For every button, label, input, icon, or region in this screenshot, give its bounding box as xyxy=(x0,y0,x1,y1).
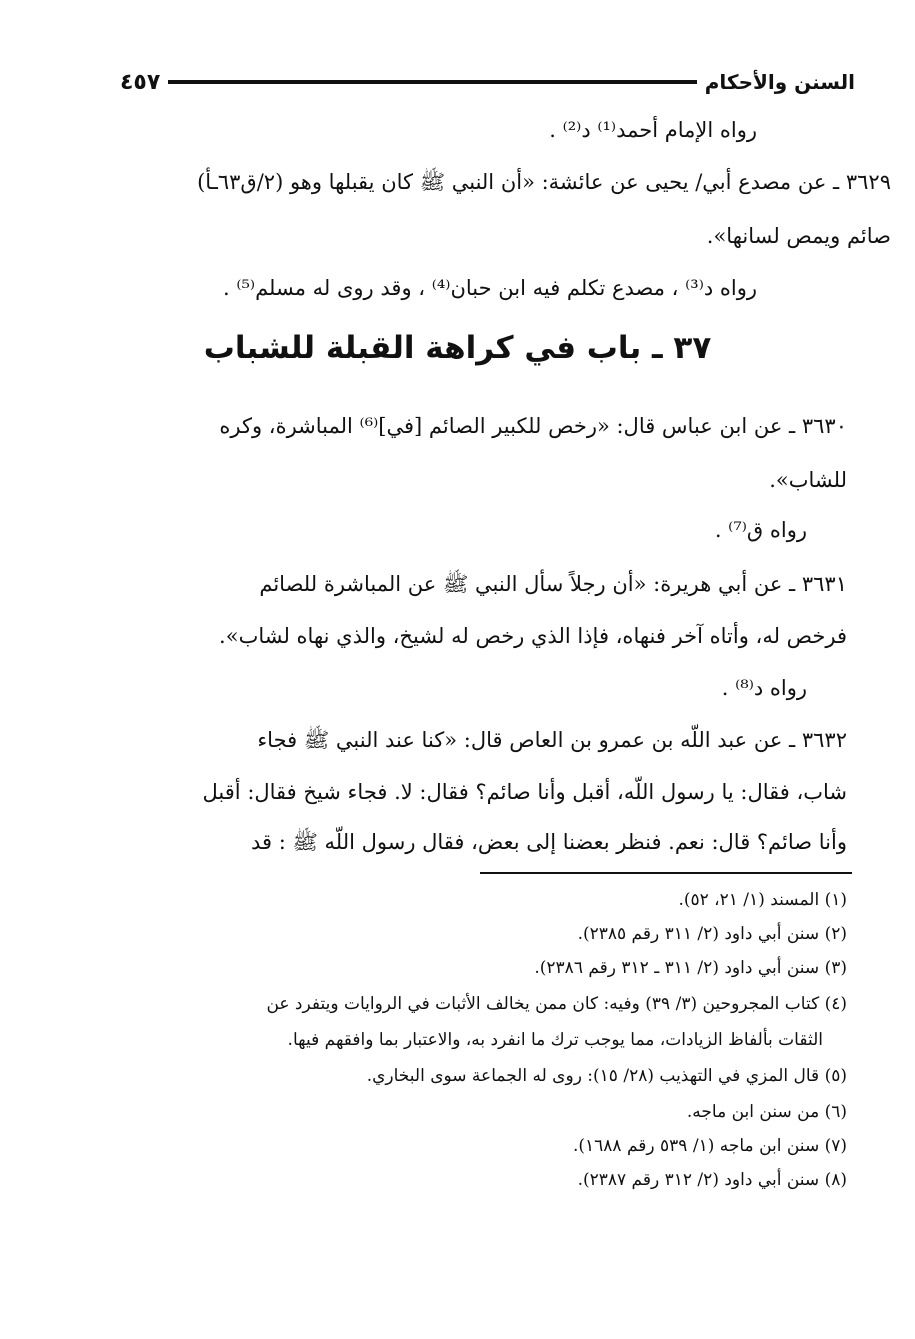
hadith-3629-line: ٣٦٢٩ ـ عن مصدع أبي/ يحيى عن عائشة: «أن النبي ﷺ كان يقبلها وهو (٢/ق٦٣ـأ) xyxy=(197,170,891,194)
footnote: (٦) من سنن ابن ماجه. xyxy=(686,1102,847,1122)
text-line: رواه د⁽³⁾ ، مصدع تكلم فيه ابن حبان⁽⁴⁾ ، وقد روى له مسلم⁽⁵⁾ . xyxy=(222,276,757,300)
page-number: ٤٥٧ xyxy=(120,69,161,95)
text-line: رواه ق⁽⁷⁾ . xyxy=(714,518,807,542)
text-line: صائم ويمص لسانها». xyxy=(706,224,891,248)
hadith-3632-line: ٣٦٣٢ ـ عن عبد اللّه بن عمرو بن العاص قال: «كنا عند النبي ﷺ فجاء xyxy=(257,728,847,752)
footnote-continuation: الثقات بألفاظ الزيادات، مما يوجب ترك ما انفرد به، والاعتبار بما وافقهم فيها. xyxy=(287,1030,823,1050)
running-header-title: السنن والأحكام xyxy=(704,70,855,94)
text-line: للشاب». xyxy=(769,468,847,492)
footnote: (٤) كتاب المجروحين (٣/ ٣٩) وفيه: كان ممن يخالف الأثبات في الروايات ويتفرد عن xyxy=(266,994,847,1014)
chapter-title: ٣٧ ـ باب في كراهة القبلة للشباب xyxy=(203,330,712,366)
footnote: (٣) سنن أبي داود (٢/ ٣١١ ـ ٣١٢ رقم ٢٣٨٦). xyxy=(534,958,847,978)
header-rule xyxy=(168,80,696,84)
hadith-3631-line: ٣٦٣١ ـ عن أبي هريرة: «أن رجلاً سأل النبي ﷺ عن المباشرة للصائم xyxy=(259,572,847,596)
text-line: رواه د⁽⁸⁾ . xyxy=(721,676,807,700)
running-header xyxy=(120,62,855,102)
footnote-separator xyxy=(480,872,852,874)
hadith-3630-line: ٣٦٣٠ ـ عن ابن عباس قال: «رخص للكبير الصائم [في]⁽⁶⁾ المباشرة، وكره xyxy=(219,414,847,438)
footnote: (٥) قال المزي في التهذيب (٢٨/ ١٥): روى له الجماعة سوى البخاري. xyxy=(366,1066,847,1086)
text-line: فرخص له، وأتاه آخر فنهاه، فإذا الذي رخص له لشيخ، والذي نهاه لشاب». xyxy=(219,624,847,648)
text-line: شاب، فقال: يا رسول اللّه، أقبل وأنا صائم؟ فقال: لا. فجاء شيخ فقال: أقبل xyxy=(202,780,847,804)
footnote: (٧) سنن ابن ماجه (١/ ٥٣٩ رقم ١٦٨٨). xyxy=(572,1136,847,1156)
footnote: (١) المسند (١/ ٢١، ٥٢). xyxy=(678,890,847,910)
footnote: (٨) سنن أبي داود (٢/ ٣١٢ رقم ٢٣٨٧). xyxy=(577,1170,847,1190)
text-line: وأنا صائم؟ قال: نعم. فنظر بعضنا إلى بعض، فقال رسول اللّه ﷺ : قد xyxy=(250,830,847,854)
footnote: (٢) سنن أبي داود (٢/ ٣١١ رقم ٢٣٨٥). xyxy=(577,924,847,944)
text-line: رواه الإمام أحمد⁽¹⁾ د⁽²⁾ . xyxy=(549,118,757,142)
